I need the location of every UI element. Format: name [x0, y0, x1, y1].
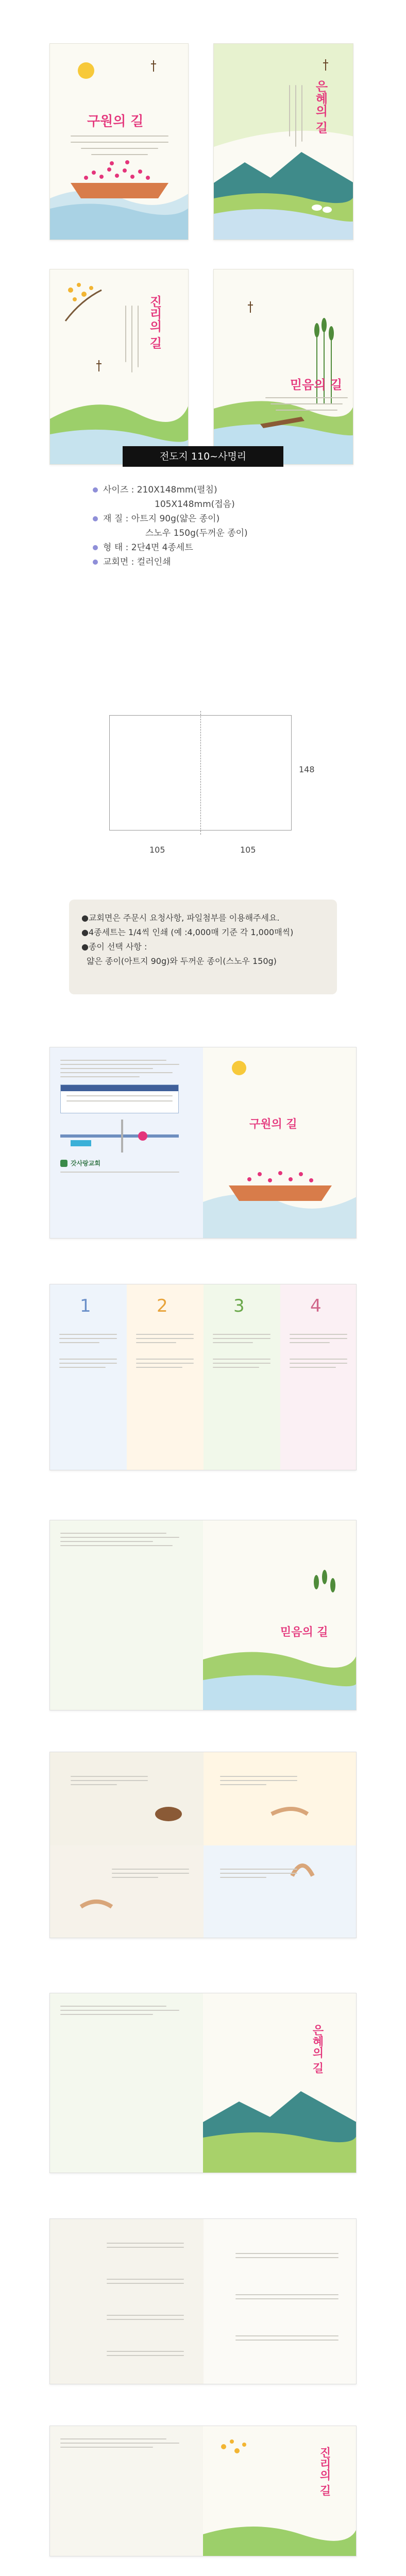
- spec-banner: 전도지 110~사명리: [123, 446, 283, 467]
- bullet-icon: [93, 560, 98, 565]
- church-side: [50, 1047, 203, 1238]
- text-line: [91, 154, 148, 155]
- text-line: [265, 397, 348, 398]
- step-number: 4: [310, 1296, 322, 1316]
- cross-icon: [96, 360, 102, 371]
- bullet-icon: [93, 545, 98, 550]
- cover-title: 구원의 길: [87, 114, 144, 129]
- notice-line: ●종이 선택 사항 :: [81, 942, 147, 952]
- text-line: [131, 306, 132, 372]
- notice-line: 얇은 종이(아트지 90g)와 두꺼운 종이(스노우 150g): [87, 956, 277, 966]
- truth-cover-illustration: [203, 2426, 357, 2556]
- cover-side: [203, 1520, 356, 1710]
- cover-side: [203, 1993, 356, 2173]
- spec-paper-thick: 스노우 150g(두꺼운 종이): [145, 528, 248, 538]
- grace-illustration: [214, 44, 353, 240]
- fold-line: [200, 711, 201, 835]
- right-width-label: 105: [240, 845, 256, 855]
- notice-line: ●4종세트는 1/4씩 인쇄 (예 :4,000매 기준 각 1,000매씩): [81, 927, 294, 937]
- spec-print: 교회면 : 컬러인쇄: [93, 554, 171, 567]
- faith-illustration: [214, 269, 353, 465]
- text-line: [138, 306, 139, 367]
- cover-salvation: [49, 43, 189, 240]
- church-side: [50, 2426, 203, 2556]
- spec-paper: 재 질 : 아트지 90g(얇은 종이): [93, 511, 219, 524]
- spread-truth: [49, 2426, 357, 2556]
- cross-icon: [248, 301, 253, 313]
- church-side: [50, 1520, 203, 1710]
- spec-size: 사이즈 : 210X148mm(펼침): [93, 482, 217, 495]
- notice-box: [69, 900, 337, 994]
- cover-title: 진리의 길: [318, 2447, 331, 2496]
- cover-faith: [213, 269, 353, 465]
- cover-title: 은혜의 길: [311, 2024, 324, 2074]
- text-line: [71, 142, 168, 143]
- text-line: [81, 148, 158, 149]
- height-label: 148: [299, 765, 315, 774]
- spread-grace-inner: [49, 2218, 357, 2384]
- cover-title: 믿음의 길: [290, 378, 343, 392]
- spec-form: 형 태 : 2단4면 4종세트: [93, 540, 193, 553]
- step-number: 1: [80, 1296, 91, 1316]
- text-line: [295, 85, 296, 147]
- bullet-icon: [93, 487, 98, 493]
- grace-cover-illustration: [203, 1993, 357, 2173]
- spec-size-folded: 105X148mm(접음): [155, 499, 235, 510]
- text-line: [125, 306, 126, 362]
- cover-title: 믿음의 길: [280, 1626, 328, 1639]
- schedule-table: [60, 1084, 179, 1113]
- spread-steps: [49, 1284, 357, 1470]
- spread-salvation: [49, 1047, 357, 1239]
- step-number: 3: [233, 1296, 245, 1316]
- spread-grace: [49, 1993, 357, 2173]
- cover-side: [203, 2426, 356, 2556]
- text-line: [270, 403, 343, 404]
- left-width-label: 105: [149, 845, 165, 855]
- salvation-cover-illustration: [203, 1047, 357, 1239]
- church-logo-icon: [60, 1160, 67, 1167]
- spread-faith: [49, 1520, 357, 1710]
- cover-title: 구원의 길: [249, 1118, 297, 1131]
- cover-side: [203, 1047, 356, 1238]
- church-map: [60, 1120, 179, 1153]
- text-line: [301, 85, 302, 142]
- cover-title: 은혜의 길: [313, 80, 328, 134]
- notice-line: ●교회면은 주문시 요청사항, 파일첨부를 이용해주세요.: [81, 913, 280, 923]
- text-line: [71, 135, 168, 137]
- cross-icon: [151, 60, 156, 72]
- text-line: [276, 410, 337, 411]
- faith-cover-illustration: [203, 1520, 357, 1710]
- church-side: [50, 1993, 203, 2173]
- step-number: 2: [157, 1296, 168, 1316]
- cross-icon: [323, 59, 328, 71]
- cover-title: 진리의 길: [147, 295, 162, 349]
- truth-illustration: [50, 269, 189, 465]
- cover-grace: [213, 43, 353, 240]
- cover-truth: [49, 269, 189, 465]
- church-name: 갓사랑교회: [60, 1159, 193, 1167]
- bullet-icon: [93, 516, 98, 521]
- text-line: [289, 85, 290, 137]
- spread-faith-inner: [49, 1752, 357, 1938]
